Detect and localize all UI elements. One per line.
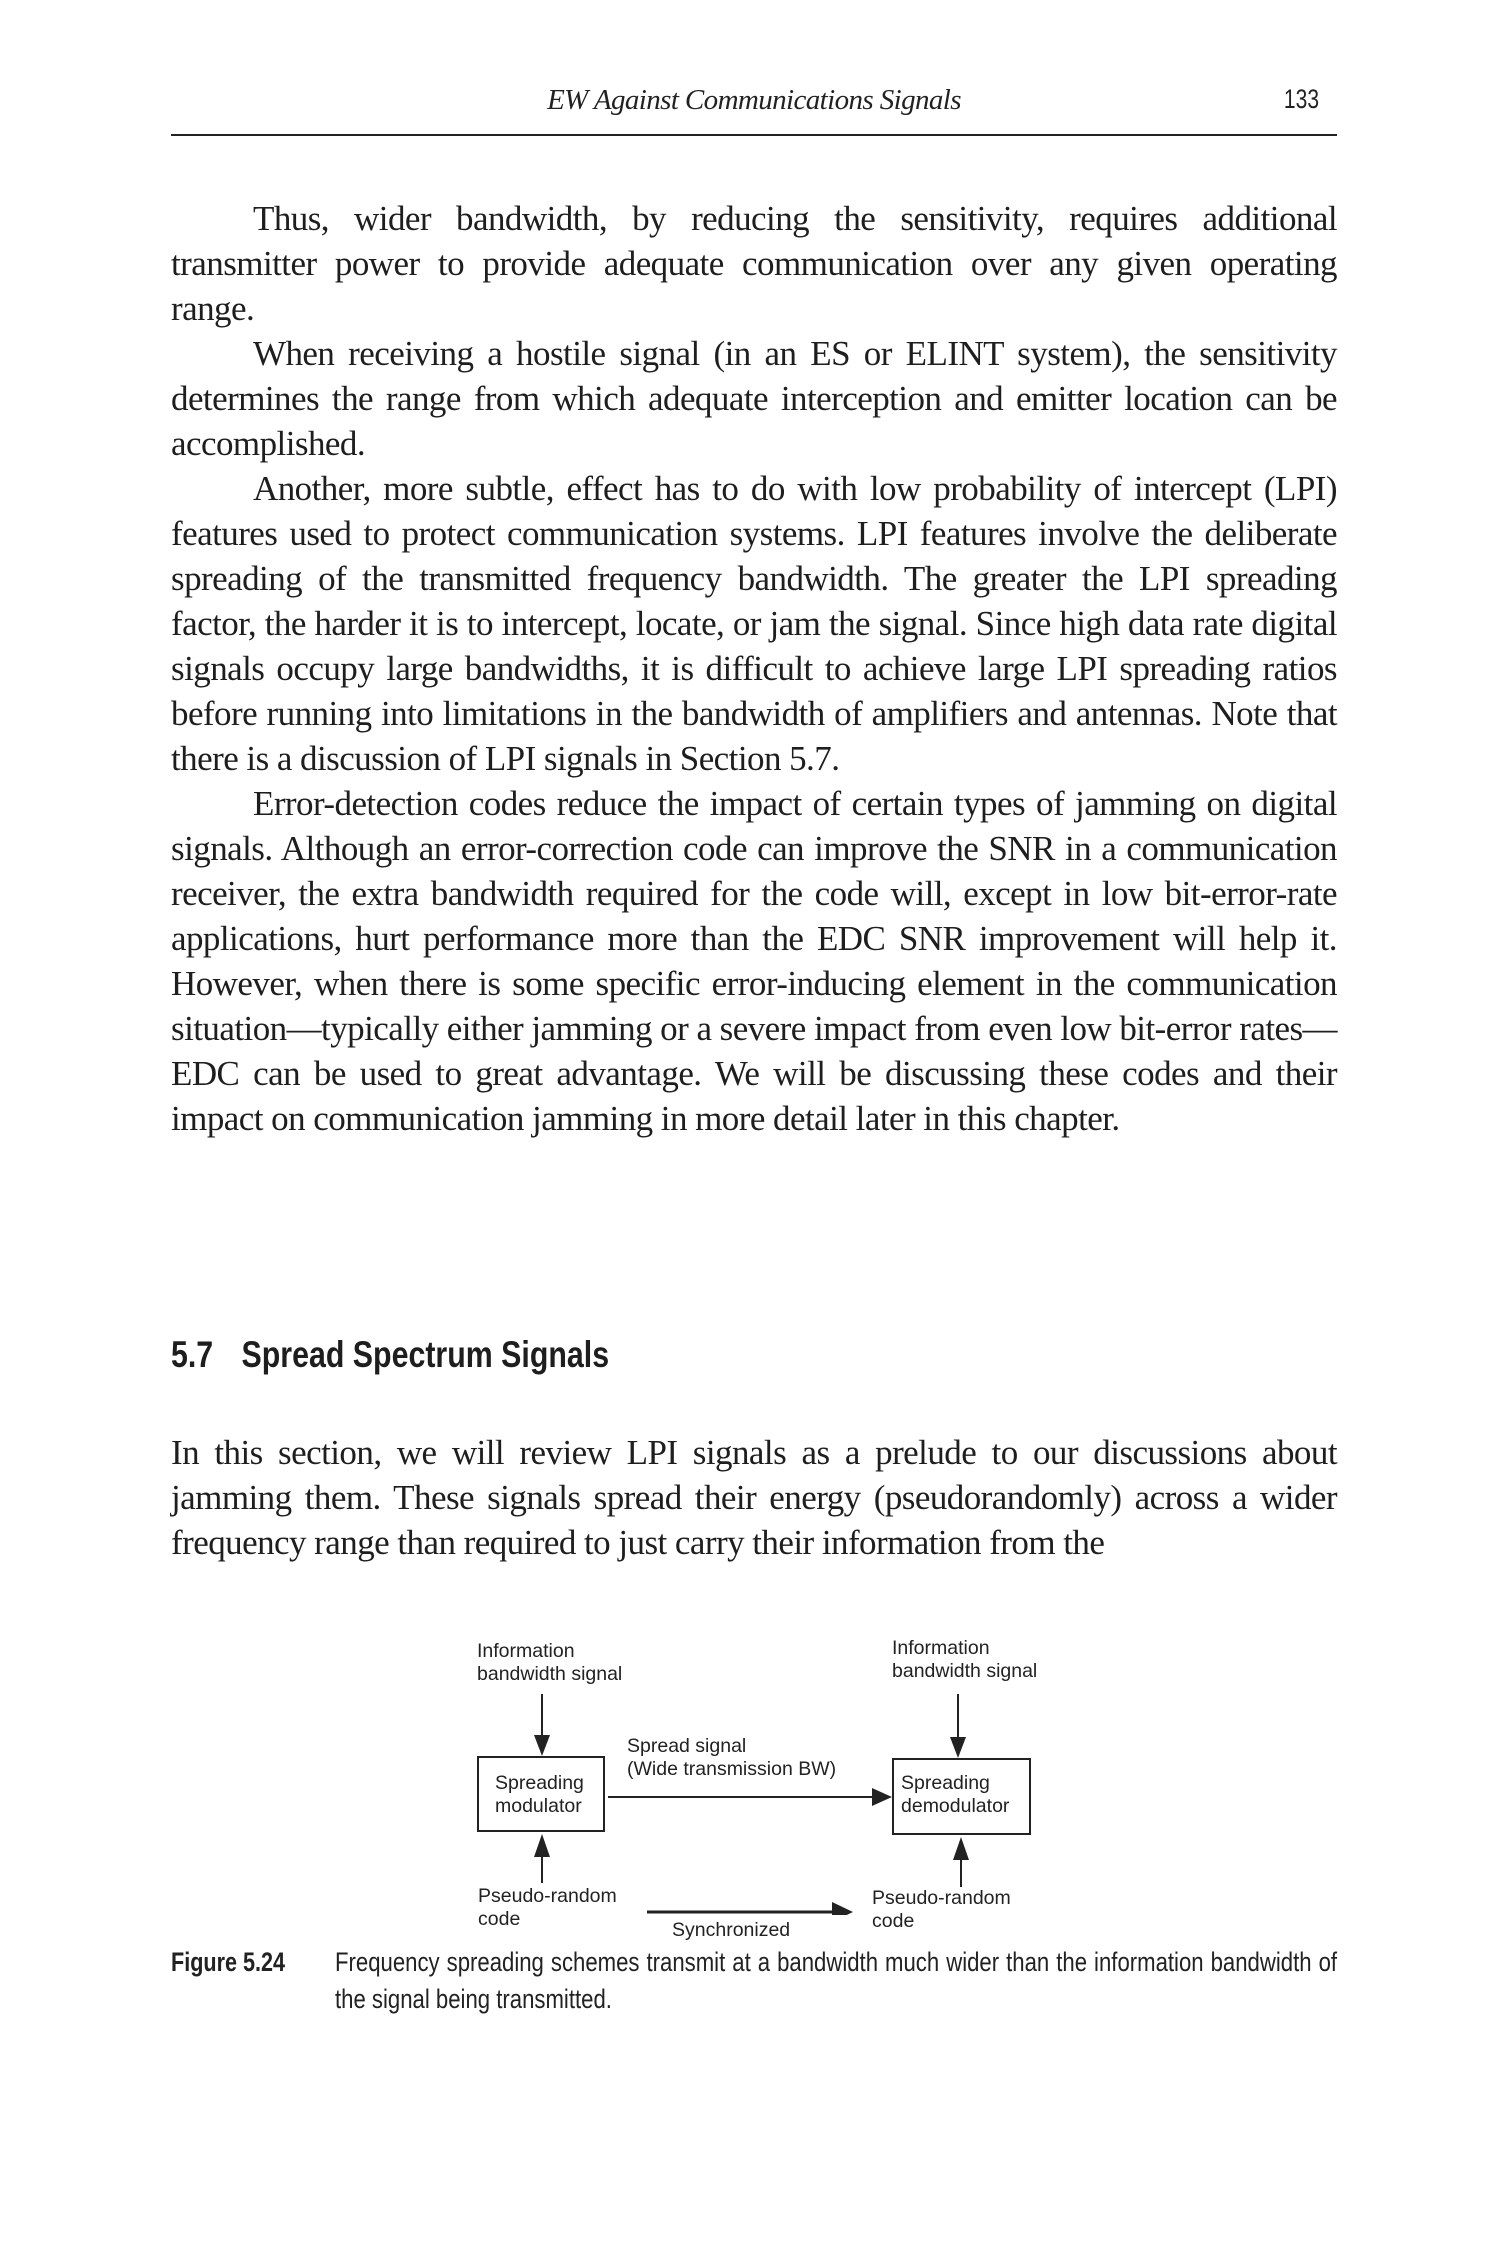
label-line: bandwidth signal	[892, 1660, 1038, 1682]
label-line: Spreading	[495, 1772, 584, 1794]
spreading-demodulator-box	[892, 1758, 1031, 1835]
modulator-label	[495, 1772, 584, 1818]
paragraph: In this section, we will review LPI signals as a prelude to our discussions about jamming them. These signals spread their energy (pseudorandomly) across a wider frequency range than required to just carry their information from the	[171, 1433, 1337, 1562]
rx-information-label	[892, 1637, 1037, 1683]
section-heading	[171, 1334, 609, 1376]
label-line: code	[478, 1908, 521, 1930]
figure-caption	[171, 1944, 1337, 2018]
label-line: Spread signal	[627, 1735, 747, 1757]
spread-signal-label	[627, 1735, 836, 1781]
label-line: Information	[892, 1637, 990, 1659]
label-line: Information	[477, 1640, 575, 1662]
label-line: Pseudo-random	[872, 1887, 1011, 1909]
running-title: EW Against Communications Signals	[547, 84, 961, 116]
section-number: 5.7	[171, 1334, 214, 1375]
paragraph: Error-detection codes reduce the impact of certain types of jamming on digital signals. Although an error-correction code can improve the SNR in a communication receiver, the extra bandwidth required for the code will, except in low bit-error-rate applications, hurt performance more than the EDC SNR improvement will help it. However, when there is some specific error-inducing element in the communication situation—typically either jamming or a severe impact from even low bit-error rates—EDC can be used to great advantage. We will be discussing these codes and their impact on communication jamming in more detail later in this chapter.	[171, 784, 1337, 1138]
tx-information-label	[477, 1640, 622, 1686]
label-line: code	[872, 1910, 915, 1932]
page-number: 133	[1283, 84, 1319, 114]
label-line: Pseudo-random	[478, 1885, 617, 1907]
caption-label: Figure 5.24	[171, 1947, 286, 1977]
label-line: modulator	[495, 1795, 582, 1817]
page-header	[171, 80, 1337, 136]
label-line: bandwidth signal	[477, 1663, 623, 1685]
paragraph: When receiving a hostile signal (in an ES or ELINT system), the sensitivity determines the range from which adequate interception and emitter location can be accomplished.	[171, 334, 1337, 463]
arrow-info-to-demodulator	[950, 1694, 966, 1758]
arrow-info-to-modulator	[534, 1694, 550, 1756]
paragraph: Thus, wider bandwidth, by reducing the sensitivity, requires additional transmitter power to provide adequate communication over any given operating range.	[171, 199, 1337, 328]
demodulator-label	[901, 1772, 1009, 1818]
label-line: Spreading	[901, 1772, 990, 1794]
synchronized-label: Synchronized	[672, 1919, 791, 1941]
spreading-modulator-box	[477, 1756, 605, 1832]
arrow-code-to-modulator	[534, 1834, 550, 1883]
body-text-section	[171, 1430, 1337, 1565]
arrow-spread-signal	[608, 1788, 892, 1806]
tx-code-label	[478, 1885, 617, 1931]
figure-diagram	[460, 1615, 1060, 1941]
body-text-top	[171, 196, 1337, 1141]
paragraph: Another, more subtle, effect has to do with low probability of intercept (LPI) features used to protect communication systems. LPI features involve the deliberate spreading of the transmitted frequency bandwidth. The greater the LPI spreading factor, the harder it is to intercept, locate, or jam the signal. Since high data rate digital signals occupy large bandwidths, it is difficult to achieve large LPI spreading ratios before running into limitations in the bandwidth of amplifiers and antennas. Note that there is a discussion of LPI signals in Section 5.7.	[171, 469, 1337, 778]
caption-text: Frequency spreading schemes transmit at a bandwidth much wider than the information bandwidth of the signal being transmitted.	[335, 1947, 1338, 2014]
section-title: Spread Spectrum Signals	[241, 1334, 610, 1375]
rx-code-label	[872, 1887, 1011, 1933]
label-line: demodulator	[901, 1795, 1010, 1817]
arrow-synchronized	[647, 1902, 853, 1915]
arrow-code-to-demodulator	[953, 1837, 969, 1887]
label-line: (Wide transmission BW)	[627, 1758, 837, 1780]
